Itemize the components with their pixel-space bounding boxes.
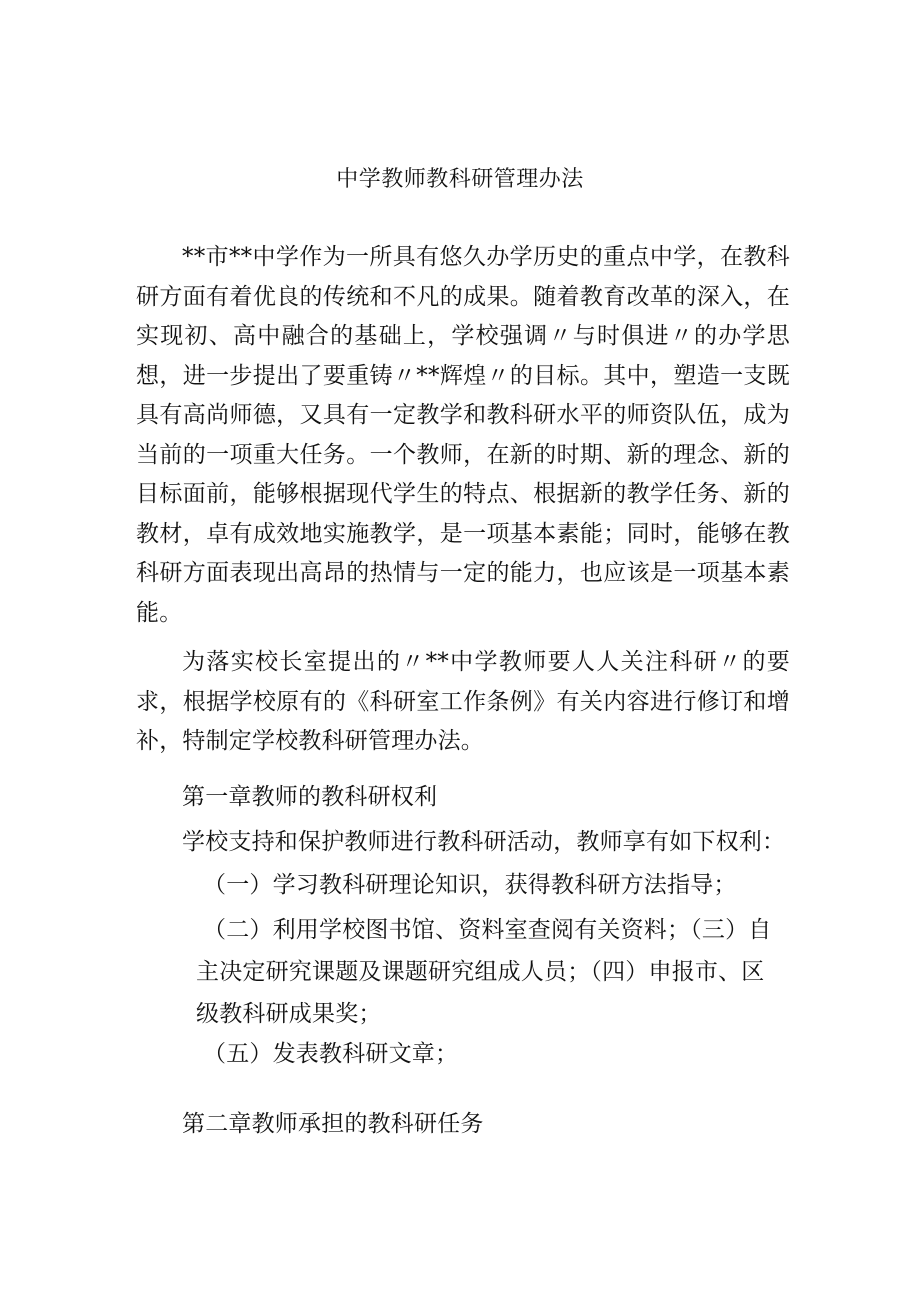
right-item-5: （五）发表教科研文章； <box>203 1041 459 1067</box>
chapter-1-heading: 第一章教师的教科研权利 <box>182 784 438 810</box>
purpose-paragraph: 为落实校长室提出的〃**中学教师要人人关注科研〃的要求，根据学校原有的《科研室工作条例》有关内容进行修订和增补，特制定学校教科研管理办法。 <box>136 649 790 754</box>
rights-line-2: 主决定研究课题及课题研究组成人员；（四）申报市、区 <box>196 959 765 985</box>
rights-line-3: 级教科研成果奖； <box>196 1001 382 1027</box>
document-title: 中学教师教科研管理办法 <box>336 167 584 192</box>
intro-paragraph: **市**中学作为一所具有悠久办学历史的重点中学，在教科研方面有着优良的传统和不凡的成果。随着教育改革的深入，在实现初、高中融合的基础上，学校强调〃与时俱进〃的办学思想，进一步提出了要重铸〃**辉煌〃的目标。其中，塑造一支既具有高尚师德，又具有一定教学和教科研水平的师资队伍，成为当前的一项重大任务。一个教师，在新的时期、新的理念、新的目标面前，能够根据现代学生的特点、根据新的教学任务、新的教材，卓有成效地实施教学，是一项基本素能；同时，能够在教科研方面表现出高昂的热情与一定的能力，也应该是一项基本素能。 <box>136 244 790 626</box>
rights-line-1: （二）利用学校图书馆、资料室查阅有关资料；（三）自 <box>203 917 772 943</box>
chapter-1-intro: 学校支持和保护教师进行教科研活动，教师享有如下权利： <box>182 829 786 855</box>
right-item-1: （一）学习教科研理论知识，获得教科研方法指导； <box>203 872 737 898</box>
chapter-2-heading: 第二章教师承担的教科研任务 <box>182 1111 484 1137</box>
rights-list-block <box>196 909 786 1035</box>
